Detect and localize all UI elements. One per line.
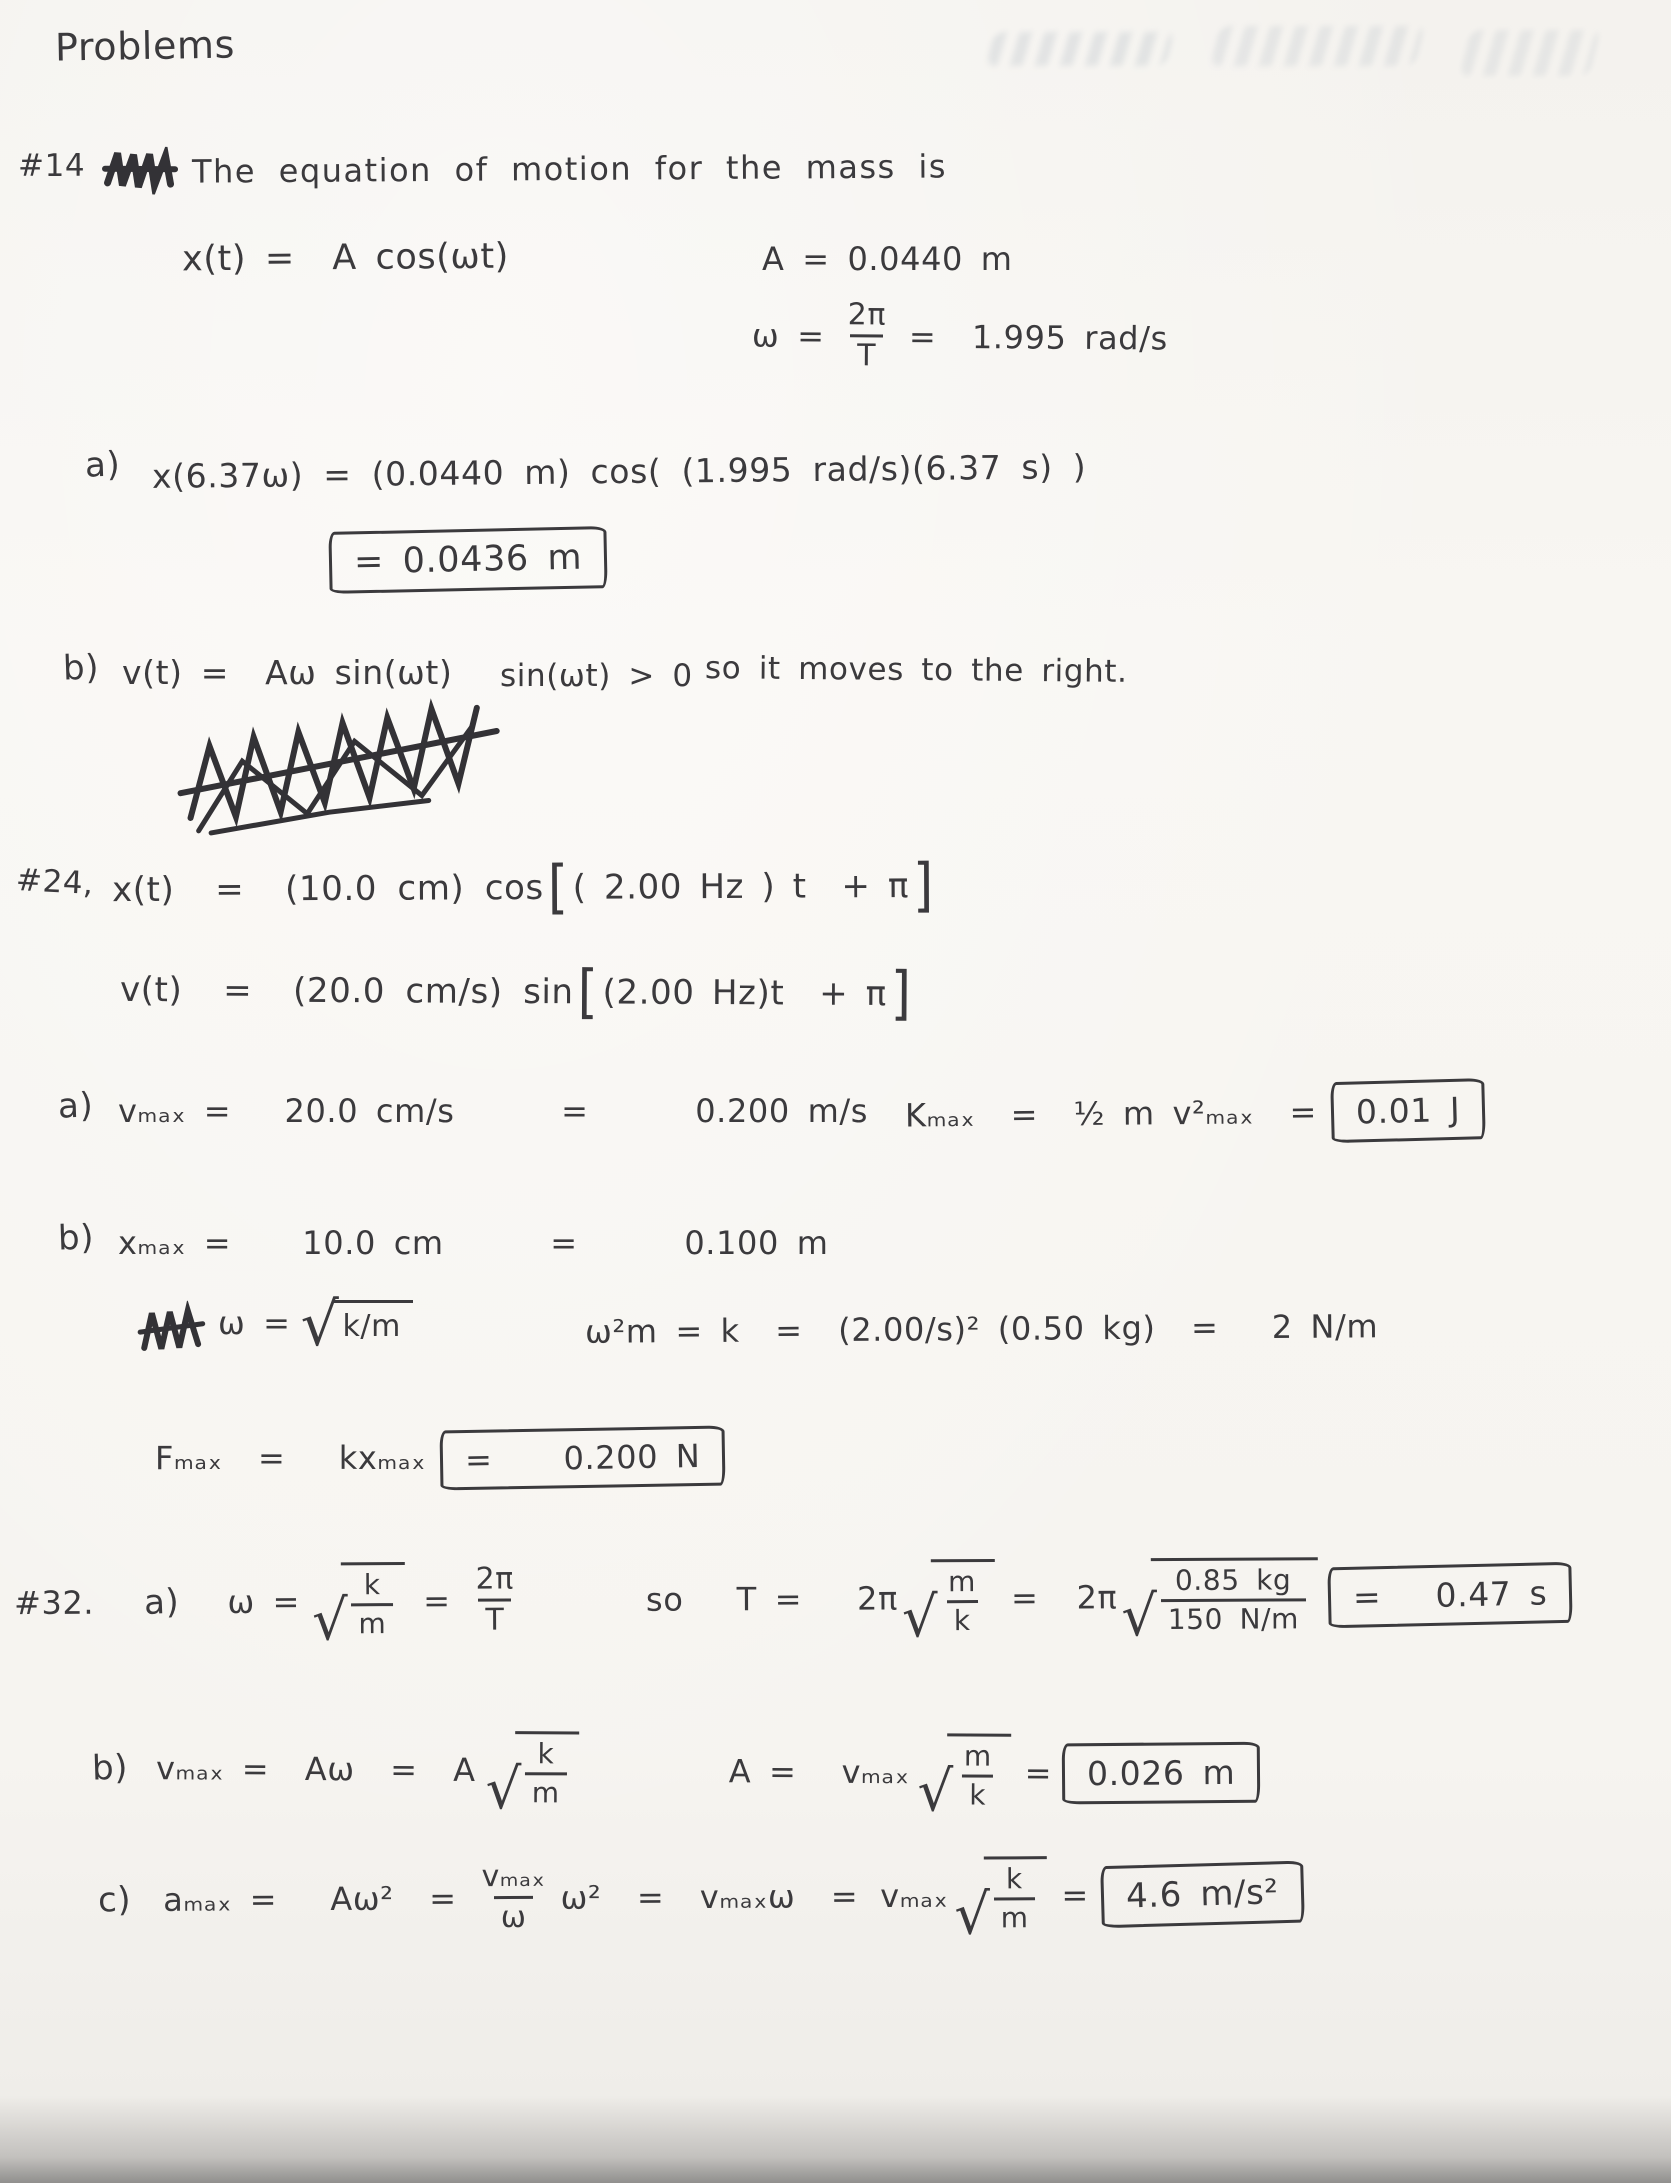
- sqrt-k-over-m: [485, 1731, 579, 1823]
- fraction-numerator: 2π: [475, 1561, 514, 1597]
- p32-amplitude-vmax: vₘₐₓ: [841, 1752, 910, 1791]
- p14-part-b-conclusion: so it moves to the right.: [704, 650, 1128, 690]
- p32-part-a-line: [13, 1556, 1573, 1654]
- p32-part-c-label: c): [97, 1879, 132, 1921]
- fraction-denominator: k: [962, 1775, 993, 1811]
- p24-part-a-kmax: [905, 1079, 1486, 1145]
- p24-part-a-vmax: vₘₐₓ = 20.0 cm/s = 0.200 m/s: [118, 1092, 869, 1130]
- p24-omega-lhs: ω =: [218, 1303, 291, 1342]
- fraction-numerator: m: [948, 1565, 977, 1599]
- p32-part-b-label: b): [91, 1747, 129, 1789]
- p24-fmax-result-box: = 0.200 N: [439, 1426, 725, 1491]
- close-bracket: ]: [912, 852, 935, 920]
- p24-x-argument: ( 2.00 Hz ) t + π: [572, 865, 910, 908]
- sqrt-m-over-k: [901, 1559, 996, 1651]
- radical-sign: √: [917, 1759, 954, 1825]
- p32-amplitude-result-box: 0.026 m: [1062, 1742, 1261, 1805]
- open-bracket: [: [577, 958, 599, 1027]
- equals-sign: =: [1024, 1753, 1053, 1792]
- fraction-denominator: m: [351, 1603, 393, 1639]
- p32-amplitude-lhs: A =: [728, 1752, 797, 1791]
- equals-sign: =: [1011, 1578, 1039, 1617]
- equals-sign: =: [1061, 1875, 1089, 1914]
- p32-part-c-line: [97, 1855, 1304, 1949]
- radical-sign: √: [1121, 1584, 1158, 1650]
- radicand: [931, 1559, 995, 1637]
- p32-so-period: so T =: [645, 1579, 803, 1619]
- p14-omega-fraction: [840, 299, 893, 373]
- p14-part-a-answer: [278, 510, 607, 610]
- scratched-out-word: [99, 145, 181, 196]
- p24-part-b-label: b): [57, 1217, 95, 1259]
- p24-position-equation: [111, 852, 938, 922]
- sqrt-k-over-m: [300, 1290, 413, 1360]
- scratched-out-symbol: [133, 1300, 209, 1359]
- p14-omega-definition: [752, 299, 1168, 376]
- p24-v-prefix: v(t) = (20.0 cm/s) sin: [119, 969, 574, 1013]
- bleed-through-smudge: [1210, 26, 1425, 66]
- p24-kmax-lhs: Kₘₐₓ = ½ m v²ₘₐₓ =: [904, 1092, 1318, 1135]
- p14-part-b-label: b): [62, 647, 100, 689]
- p14-equation-of-motion: x(t) = A cos(ωt): [181, 236, 510, 280]
- radical-sign: √: [485, 1757, 523, 1823]
- radicand: k/m: [332, 1300, 413, 1345]
- p32-amax-result-box: 4.6 m/s²: [1100, 1860, 1304, 1928]
- sqrt-k-over-m: [311, 1562, 406, 1654]
- two-pi: 2π: [856, 1579, 899, 1618]
- fraction-numerator: k: [537, 1737, 555, 1771]
- p14-part-b-condition: sin(ωt) > 0: [500, 658, 693, 694]
- fraction-denominator: m: [525, 1772, 567, 1808]
- radical-sign: √: [901, 1585, 939, 1651]
- sqrt-m-over-k: [917, 1733, 1011, 1825]
- sqrt-mass-over-spring: [1121, 1557, 1318, 1650]
- fraction-denominator: ω: [494, 1896, 534, 1935]
- open-bracket: [: [547, 854, 569, 922]
- bleed-through-smudge: [986, 32, 1174, 66]
- p32-period-result-box: = 0.47 s: [1327, 1562, 1573, 1629]
- p32-part-a-label: a): [143, 1581, 181, 1623]
- scribbled-out-expression: [166, 686, 513, 842]
- fraction-numerator: m: [963, 1739, 992, 1773]
- close-bracket: ]: [890, 960, 912, 1028]
- p14-omega-lhs: ω =: [751, 316, 825, 355]
- radical-sign: √: [300, 1290, 340, 1360]
- p24-fmax-lhs: Fₘₐₓ = kxₘₐₓ: [155, 1439, 426, 1477]
- fraction-denominator: 150 N/m: [1161, 1599, 1306, 1636]
- p32-amax-lhs: aₘₐₓ = Aω² =: [163, 1879, 457, 1919]
- sqrt-k-over-m: [954, 1856, 1048, 1949]
- vmax-over-omega-fraction: [474, 1858, 552, 1936]
- p32-part-b-line: [91, 1729, 1261, 1825]
- problem-24-number: #24,: [15, 861, 95, 903]
- p32-amax-vmax: vₘₐₓ: [880, 1876, 949, 1915]
- fraction-denominator: m: [994, 1897, 1036, 1933]
- p32-vmax-lhs: vₘₐₓ = Aω = A: [155, 1749, 476, 1789]
- problem-14-number: #14: [18, 148, 86, 184]
- radical-sign: √: [311, 1588, 349, 1654]
- radicand: [983, 1856, 1047, 1934]
- p14-part-a-substitution: x(6.37ω) = (0.0440 m) cos( (1.995 rad/s)(6.37 s) ): [151, 447, 1087, 496]
- fraction-numerator: k: [1005, 1862, 1023, 1896]
- radicand: [341, 1562, 405, 1640]
- p24-x-prefix: x(t) = (10.0 cm) cos: [111, 867, 544, 911]
- fraction-numerator: vₘₐₓ: [481, 1858, 546, 1894]
- p24-spring-constant: ω²m = k = (2.00/s)² (0.50 kg) = 2 N/m: [584, 1307, 1379, 1351]
- radicand: [1150, 1557, 1318, 1635]
- two-pi: 2π: [1076, 1578, 1118, 1617]
- p24-omega-relation: [218, 1290, 413, 1360]
- fraction-numerator: 0.85 kg: [1174, 1563, 1292, 1598]
- p14-part-b-velocity: v(t) = Aω sin(ωt): [122, 653, 453, 692]
- p24-velocity-equation: [119, 958, 916, 1028]
- fraction-denominator: T: [478, 1599, 511, 1638]
- fraction-denominator: k: [947, 1600, 978, 1636]
- p14-amplitude-value: A = 0.0440 m: [762, 240, 1013, 278]
- problem-32-number: #32.: [13, 1583, 95, 1622]
- fraction-numerator: k: [363, 1568, 381, 1602]
- fraction-denominator: T: [850, 335, 883, 374]
- p14-part-a-label: a): [84, 444, 121, 486]
- radicand: [515, 1731, 579, 1809]
- p14-omega-value: = 1.995 rad/s: [908, 317, 1168, 358]
- p32-amax-mid: ω² = vₘₐₓω =: [560, 1876, 859, 1917]
- radical-sign: √: [954, 1882, 991, 1949]
- p24-fmax-line: [155, 1428, 725, 1488]
- p24-kmax-result-box: 0.01 J: [1330, 1078, 1486, 1143]
- bleed-through-smudge: [1459, 30, 1600, 76]
- p24-part-b-xmax: xₘₐₓ = 10.0 cm = 0.100 m: [118, 1224, 829, 1262]
- p24-part-a-label: a): [57, 1085, 94, 1127]
- p14-intro-text: The equation of motion for the mass is: [191, 147, 948, 191]
- fraction-numerator: 2π: [847, 297, 887, 333]
- page-title: Problems: [54, 22, 236, 70]
- two-pi-over-T-fraction: [468, 1563, 521, 1637]
- equals-sign: =: [423, 1581, 451, 1620]
- p32-omega-lhs: ω =: [227, 1582, 301, 1621]
- radicand: [947, 1733, 1011, 1811]
- p14-part-a-result-box: = 0.0436 m: [328, 526, 607, 594]
- p24-v-argument: (2.00 Hz)t + π: [602, 972, 887, 1014]
